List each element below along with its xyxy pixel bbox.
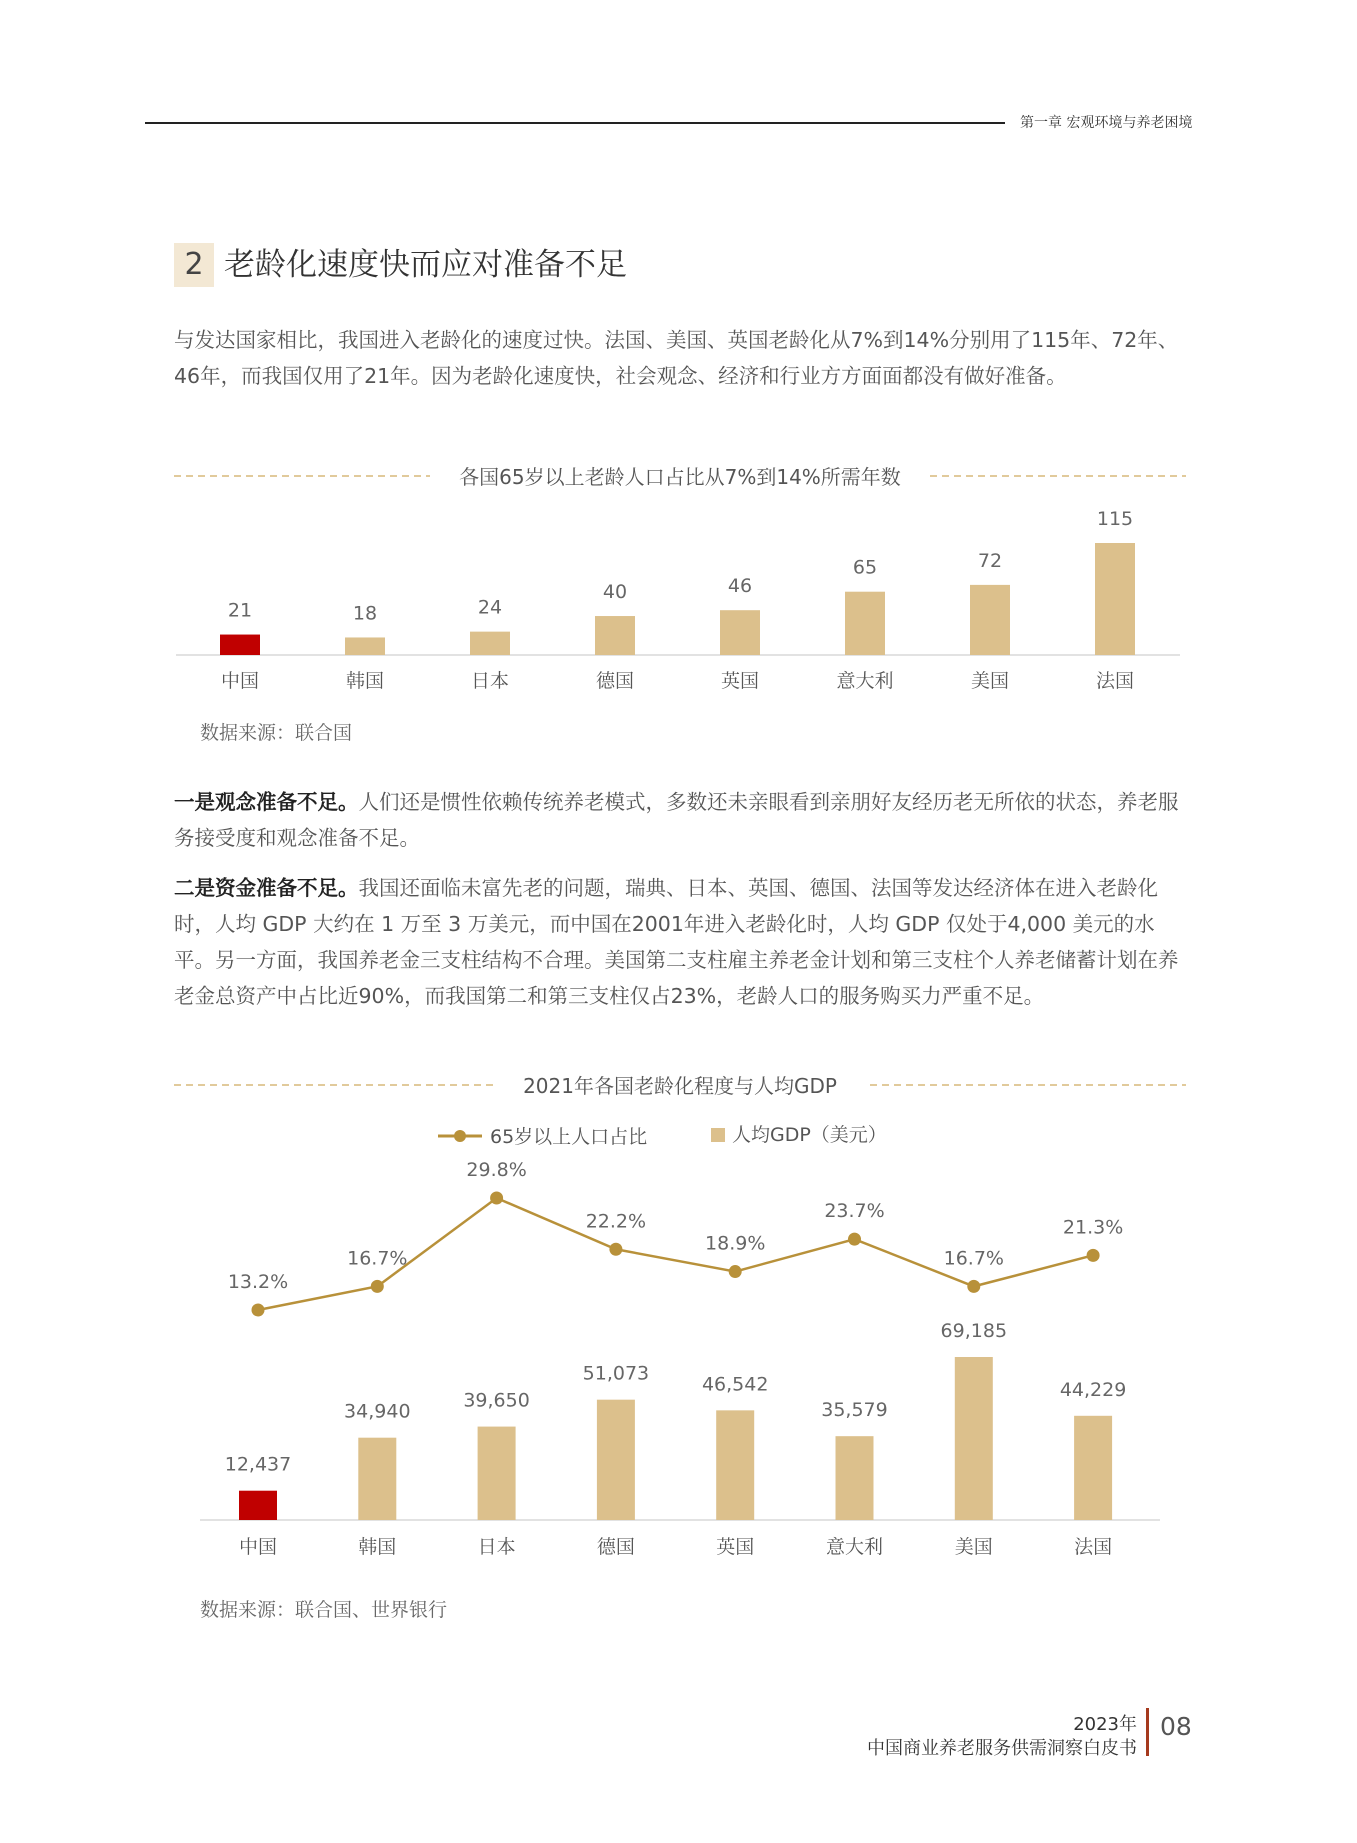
chart2-category-1: 韩国 bbox=[358, 1536, 397, 1558]
chart2-point-label-1: 16.7% bbox=[347, 1247, 408, 1270]
chart2-point-5 bbox=[848, 1233, 861, 1246]
chart1-category-6: 美国 bbox=[970, 670, 1010, 692]
chart2-point-label-2: 29.8% bbox=[466, 1159, 527, 1181]
chart1-category-3: 德国 bbox=[595, 670, 635, 692]
legend-bar-swatch bbox=[711, 1128, 725, 1142]
chart2-bar-label-1: 34,940 bbox=[344, 1400, 411, 1423]
legend-bar-label: 人均GDP（美元） bbox=[732, 1124, 887, 1146]
chart2-category-2: 日本 bbox=[477, 1536, 516, 1558]
legend-line-marker bbox=[454, 1130, 466, 1142]
legend-line-label: 65岁以上人口占比 bbox=[490, 1126, 648, 1148]
chart1-bar-7 bbox=[1095, 543, 1135, 655]
chart2-source: 数据来源：联合国、世界银行 bbox=[200, 1599, 448, 1621]
chart1-source: 数据来源：联合国 bbox=[200, 722, 353, 744]
chart2-title: 2021年各国老龄化程度与人均GDP bbox=[523, 1074, 837, 1098]
chart1-bar-3 bbox=[595, 616, 635, 655]
chart2-bar-label-0: 12,437 bbox=[224, 1453, 292, 1476]
chart2-category-6: 美国 bbox=[954, 1536, 993, 1558]
chart1-bar-1 bbox=[345, 637, 385, 655]
footer-year: 2023年 bbox=[1073, 1714, 1137, 1735]
chart1-value-label-5: 65 bbox=[852, 556, 878, 579]
point-concept-lead: 一是观念准备不足。 bbox=[174, 790, 359, 814]
chart1-category-1: 韩国 bbox=[345, 670, 385, 692]
chart2-bar-label-3: 51,073 bbox=[582, 1362, 650, 1385]
point-funds-lead: 二是资金准备不足。 bbox=[174, 876, 359, 900]
header-rule bbox=[145, 122, 1005, 124]
chart2-category-3: 德国 bbox=[596, 1536, 635, 1558]
chart2-point-3 bbox=[609, 1243, 622, 1256]
chart2-point-label-5: 23.7% bbox=[824, 1200, 885, 1223]
chart2-bar-4 bbox=[716, 1410, 754, 1520]
chart2-category-4: 英国 bbox=[716, 1536, 755, 1558]
footer-report-name: 中国商业养老服务供需洞察白皮书 bbox=[867, 1738, 1137, 1759]
chart1-category-7: 法国 bbox=[1095, 670, 1135, 692]
chart2-bar-1 bbox=[358, 1438, 396, 1520]
chart2-point-2 bbox=[490, 1192, 503, 1205]
section-number: 2 bbox=[174, 243, 214, 287]
chart1-value-label-3: 40 bbox=[602, 581, 628, 604]
chart2-point-0 bbox=[252, 1304, 265, 1317]
chart1-value-label-4: 46 bbox=[727, 575, 753, 598]
point-funds-paragraph bbox=[174, 870, 1186, 1014]
chart2-point-label-6: 16.7% bbox=[943, 1247, 1004, 1270]
chart1-bar-5 bbox=[845, 592, 885, 655]
chart1-bar-6 bbox=[970, 585, 1010, 655]
section-title: 老龄化速度快而应对准备不足 bbox=[224, 247, 627, 283]
chart2-point-label-4: 18.9% bbox=[705, 1232, 766, 1255]
chart2-point-label-3: 22.2% bbox=[585, 1210, 647, 1233]
chart1-value-label-7: 115 bbox=[1096, 508, 1134, 530]
chart2-point-label-7: 21.3% bbox=[1062, 1216, 1124, 1239]
chart2-bar-5 bbox=[836, 1436, 874, 1520]
chart2-bar-7 bbox=[1074, 1416, 1112, 1520]
intro-paragraph: 与发达国家相比，我国进入老龄化的速度过快。法国、美国、英国老龄化从7%到14%分别用了115年、72年、46年，而我国仅用了21年。因为老龄化速度快，社会观念、经济和行业方方面面都没有做好准备。 bbox=[174, 328, 1179, 388]
chart2-bar-label-5: 35,579 bbox=[821, 1399, 888, 1422]
chart2-point-1 bbox=[371, 1280, 384, 1293]
chart2-bar-label-6: 69,185 bbox=[940, 1320, 1008, 1342]
chart-aging-years bbox=[0, 450, 1357, 700]
point-concept-paragraph bbox=[174, 784, 1186, 856]
chapter-title: 第一章 宏观环境与养老困境 bbox=[1020, 115, 1193, 131]
chart1-bar-0 bbox=[220, 635, 260, 655]
chart2-bar-label-4: 46,542 bbox=[701, 1373, 769, 1396]
chart2-point-4 bbox=[729, 1265, 742, 1278]
chart-aging-gdp bbox=[0, 1060, 1357, 1580]
chart2-bar-label-7: 44,229 bbox=[1059, 1378, 1127, 1401]
chart2-bar-0 bbox=[239, 1491, 277, 1520]
chart2-category-0: 中国 bbox=[238, 1536, 278, 1558]
chart1-category-2: 日本 bbox=[470, 670, 510, 692]
point-funds-text: 我国还面临未富先老的问题，瑞典、日本、英国、德国、法国等发达经济体在进入老龄化时，人均 GDP 大约在 1 万至 3 万美元，而中国在2001年进入老龄化时，人均 GDP 仅处于4,000 美元的水平。另一方面，我国养老金三支柱结构不合理。美国第二支柱雇主养老金计划和第三支柱个人养老储蓄计划在养老金总资产中占比近90%，而我国第二和第三支柱仅占23%，老龄人口的服务购买力严重不足。 bbox=[174, 876, 1179, 1008]
chart1-value-label-1: 18 bbox=[352, 602, 378, 625]
chart1-bar-4 bbox=[720, 610, 760, 655]
page-number: 08 bbox=[1160, 1712, 1192, 1741]
chart2-category-7: 法国 bbox=[1074, 1536, 1113, 1558]
chart2-point-label-0: 13.2% bbox=[227, 1271, 289, 1293]
chart1-category-5: 意大利 bbox=[836, 670, 894, 692]
chart2-bar-6 bbox=[955, 1357, 993, 1520]
chart1-category-0: 中国 bbox=[220, 670, 260, 692]
chart2-point-6 bbox=[967, 1280, 980, 1293]
chart1-value-label-0: 21 bbox=[227, 599, 253, 622]
chart1-value-label-2: 24 bbox=[477, 596, 503, 619]
chart2-bar-label-2: 39,650 bbox=[463, 1389, 530, 1412]
point-concept-text: 人们还是惯性依赖传统养老模式，多数还未亲眼看到亲朋好友经历老无所依的状态，养老服务接受度和观念准备不足。 bbox=[174, 790, 1179, 850]
chart1-category-4: 英国 bbox=[720, 670, 760, 692]
chart1-title: 各国65岁以上老龄人口占比从7%到14%所需年数 bbox=[459, 465, 901, 489]
footer-divider bbox=[1146, 1708, 1149, 1756]
chart2-category-5: 意大利 bbox=[825, 1536, 884, 1558]
chart1-bar-2 bbox=[470, 632, 510, 655]
chart2-bar-3 bbox=[597, 1400, 635, 1520]
chart1-value-label-6: 72 bbox=[977, 549, 1003, 572]
chart2-point-7 bbox=[1087, 1249, 1100, 1262]
chart2-bar-2 bbox=[478, 1427, 516, 1520]
